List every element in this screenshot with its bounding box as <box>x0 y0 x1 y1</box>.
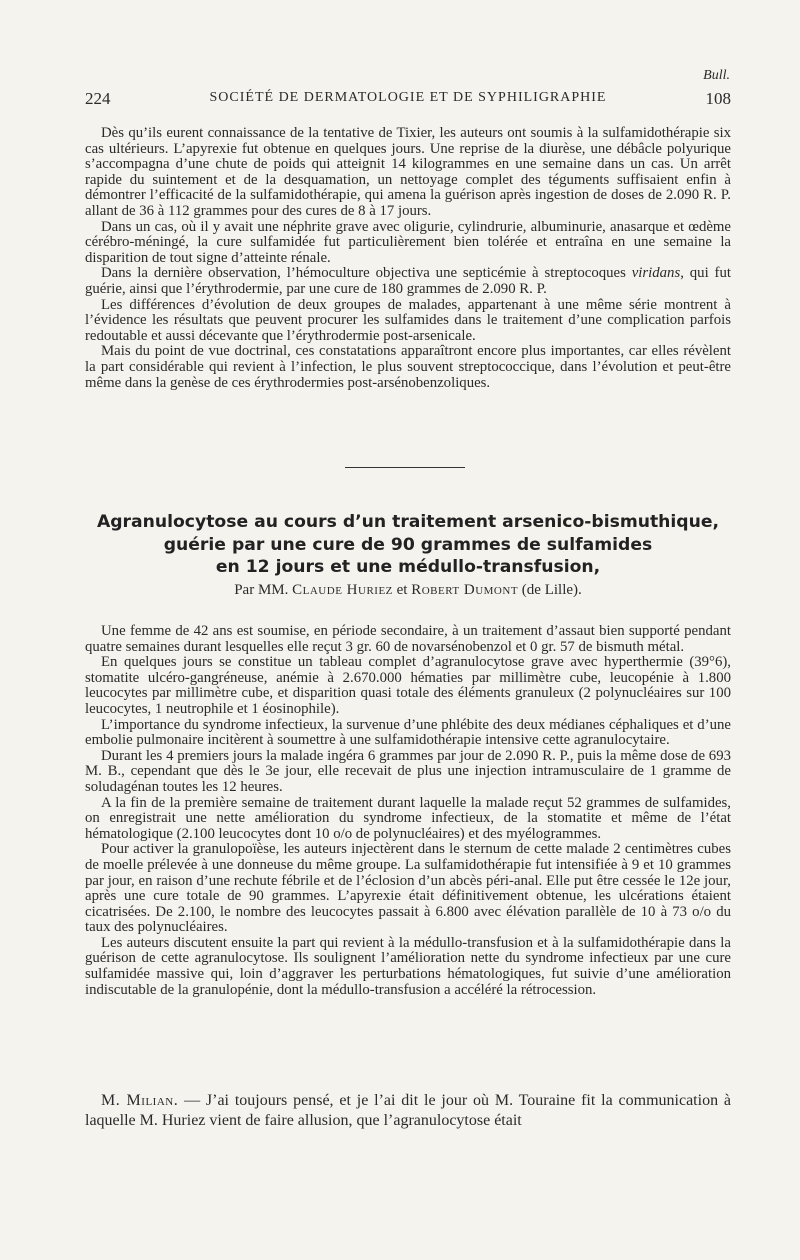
paragraph: Dans un cas, où il y avait une néphrite grave avec oligurie, cylindrurie, albuminurie, anasarque et œdème cérébro-méningé, la cure sulfamidée fut particulièrement bien tolérée et entraîna en une semaine la disparition de tout signe d’atteinte rénale. <box>85 218 731 266</box>
author-name: Robert Dumont <box>411 582 519 598</box>
page-number-left: 224 <box>85 89 111 108</box>
paragraph: Dans la dernière observation, l’hémoculture objectiva une septicémie à streptocoques viridans, qui fut guérie, ainsi que l’érythrodermie, par une cure de 180 grammes de 2.090 R. P. <box>85 265 731 297</box>
running-header <box>85 89 731 111</box>
page-number-right: 108 <box>705 89 731 108</box>
running-title: SOCIÉTÉ DE DERMATOLOGIE ET DE SYPHILIGRAPHIE <box>209 90 607 105</box>
section-divider <box>345 467 465 468</box>
paragraph: Pour activer la granulopoïèse, les auteurs injectèrent dans le sternum de cette malade 2 centimètres cubes de moelle prélevée à une donneuse du même groupe. La sulfamidothérapie fut intensifiée à 9 et 10 grammes par jour, en raison d’une rechute fébrile et de l’éclosion d’un abcès péri-anal. Elle put être cessée le 12e jour, après une cure totale de 90 grammes. L’apyrexie était définitivement obtenue, les ulcérations étaient cicatrisées. De 2.100, le nombre des leucocytes passait à 6.800 avec élévation parallèle de 10 à 73 o/o du taux des polynucléaires. <box>85 841 731 936</box>
bull-label: Bull. <box>703 68 730 83</box>
paragraph: Les différences d’évolution de deux groupes de malades, appartenant à une même série montrent à l’évidence les résultats que peuvent procurer les sulfamides dans le traitement d’une complication parfois redoutable et aussi décevante que l’érythrodermie post-arsenicale. <box>85 296 731 344</box>
article-authors: Par MM. Claude Huriez et Robert Dumont (de Lille). <box>234 582 582 598</box>
discussion <box>85 1091 731 1130</box>
article-body <box>85 624 731 998</box>
paragraph: A la fin de la première semaine de traitement durant laquelle la malade reçut 52 grammes de sulfamides, on enregistrait une nette amélioration du syndrome infectieux, de la stomatite et même de l’état hématologique (2.100 leucocytes dont 10 o/o de polynucléaires) et des myélogrammes. <box>85 794 731 842</box>
author-name: Claude Huriez <box>292 582 393 598</box>
previous-article-text <box>85 126 731 391</box>
speaker-name: M. Milian. <box>101 1092 179 1109</box>
paragraph: Les auteurs discutent ensuite la part qui revient à la médullo-transfusion et à la sulfamidothérapie dans la guérison de cette agranulocytose. Ils soulignent l’amélioration nette du syndrome infectieux par une cure sulfamidée massive qui, loin d’aggraver les perturbations hématologiques, fut suivie d’une amélioration indiscutable de la granulopénie, dont la médullo-transfusion a accéléré la rétrocession. <box>85 934 731 998</box>
paragraph: Dès qu’ils eurent connaissance de la tentative de Tixier, les auteurs ont soumis à la sulfamidothérapie six cas ultérieurs. L’apyrexie fut obtenue en quelques jours. Une reprise de la diurèse, une débâcle polyurique s’accompagna d’une chute de poids qui atteignit 14 kilogrammes en une semaine dans un cas. Un arrêt rapide du suintement et de la desquamation, un nettoyage complet des téguments suffisaient enfin à démontrer l’efficacité de la sulfamidothérapie, qui amena la guérison après ingestion de doses de 2.090 R. P. allant de 36 à 112 grammes pour des cures de 8 à 17 jours. <box>85 125 731 219</box>
article-title-line: guérie par une cure de 90 grammes de sulfamides <box>163 534 653 555</box>
article-title-line: Agranulocytose au cours d’un traitement arsenico-bismuthique, <box>96 512 720 532</box>
paragraph: Mais du point de vue doctrinal, ces constatations apparaîtront encore plus importantes, car elles révèlent la part considérable qui revient à l’infection, le plus souvent streptococcique, dans l’évolution et peut-être même dans la genèse de ces érythrodermies post-arsénobenzoliques. <box>85 343 731 391</box>
article-title <box>85 511 731 579</box>
paragraph: En quelques jours se constitue un tableau complet d’agranulocytose grave avec hyperthermie (39°6), stomatite ulcéro-gangréneuse, anémie à 2.670.000 hématies par millimètre cube, leucopénie à 1.800 leucocytes par millimètre cube, et disparition quasi totale des éléments granuleux (2 polynucléaires sur 100 leucocytes, 1 neutrophile et 1 éosinophile). <box>85 654 731 717</box>
paragraph: M. Milian. — J’ai toujours pensé, et je l’ai dit le jour où M. Touraine fit la communication à laquelle M. Huriez vient de faire allusion, que l’agranulocytose était <box>85 1092 732 1129</box>
article-title-line: en 12 jours et une médullo-transfusion, <box>215 557 601 577</box>
paragraph: Une femme de 42 ans est soumise, en période secondaire, à un traitement d’assaut bien supporté pendant quatre semaines durant lesquelles elle reçut 3 gr. 60 de novarsénobenzol et 0 gr. 57 de bismuth métal. <box>85 623 731 655</box>
paragraph: L’importance du syndrome infectieux, la survenue d’une phlébite des deux médianes céphaliques et d’une embolie pulmonaire incitèrent à soumettre à une sulfamidothérapie intensive cette agranulocytaire. <box>85 716 731 749</box>
paragraph: Durant les 4 premiers jours la malade ingéra 6 grammes par jour de 2.090 R. P., puis la même dose de 693 M. B., cependant que dès le 3e jour, elle recevait de plus une injection intramusculaire de 1 gramme de soludagénan toutes les 12 heures. <box>85 747 731 795</box>
